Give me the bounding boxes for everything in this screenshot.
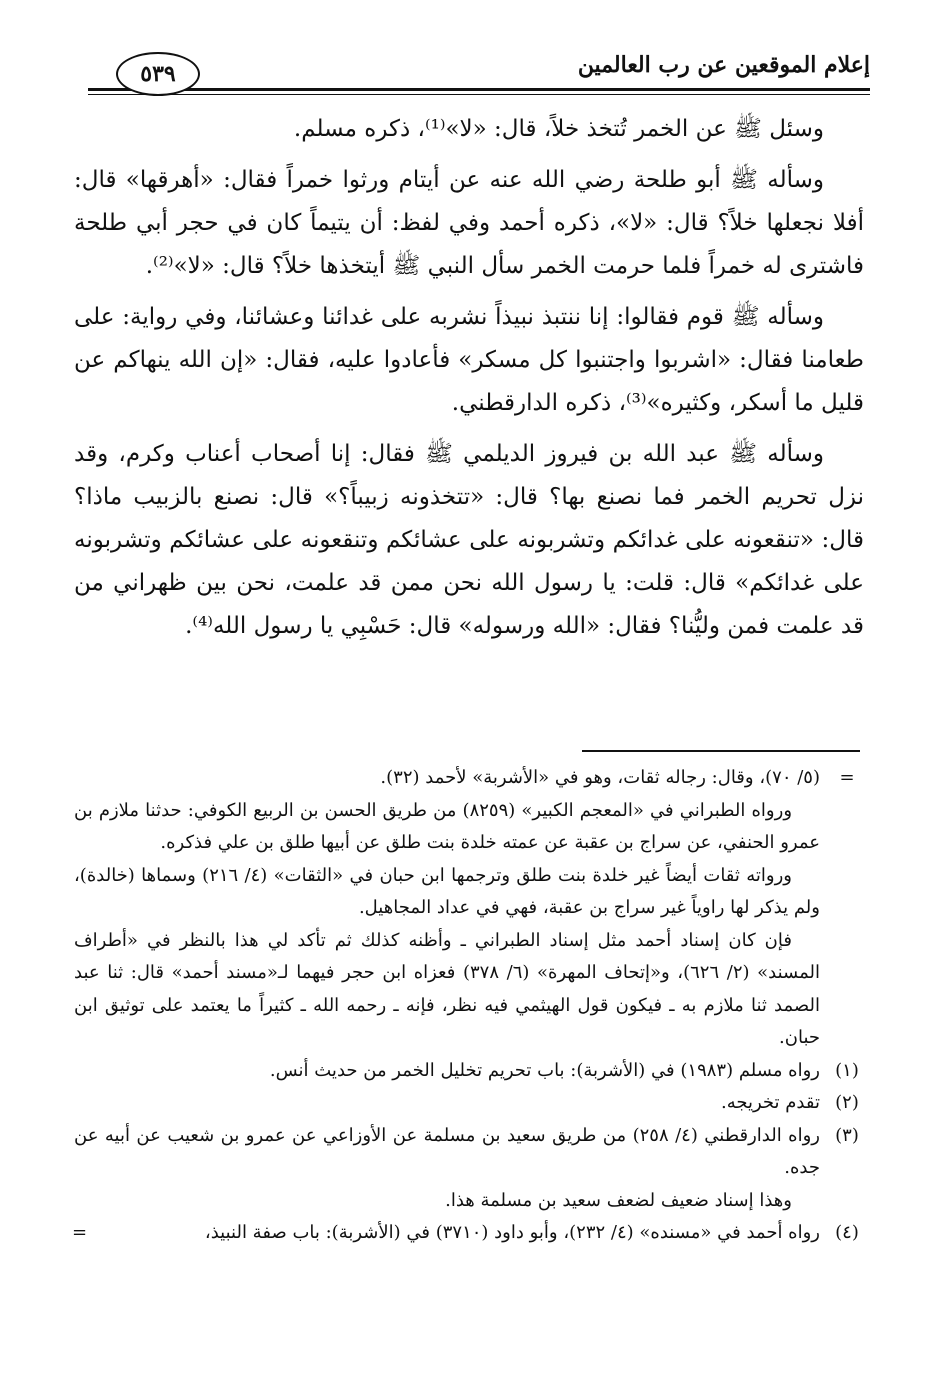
footnote-text: رواه الدارقطني (٤/ ٢٥٨) من طريق سعيد بن مسلمة عن الأوزاعي عن عمرو بن شعيب عن أبيه عن جده. [74,1124,820,1178]
paragraph-2: وسأله ﷺ أبو طلحة رضي الله عنه عن أيتام ورثوا خمراً فقال: «أهرقها» قال: أفلا نجعلها خلاً؟ قال: «لا»، ذكره أحمد وفي لفظ: أن يتيماً كان في حجر أبي طلحة فاشترى له خمراً فلما حرمت الخمر سأل النبي ﷺ أيتخذها خلاً؟ قال: «لا»⁽²⁾. [74,167,864,279]
footnote-2 [74,1087,864,1120]
footnote-marker: (٣) [835,1124,859,1146]
continuation-marker: = [72,1222,88,1243]
footnote-marker: (٢) [835,1092,859,1113]
footnote-text: فإن كان إسناد أحمد مثل إسناد الطبراني ـ وأظنه كذلك ثم تأكد لي هذا بالنظر في «أطراف المسند» (٢/ ٦٢٦)، و«إتحاف المهرة» (٦/ ٣٧٨) فعزاه ابن حجر فيهما لـ«مسند أحمد» قال: ثنا عبد الصمد ثنا ملازم به ـ فيكون قول الهيثمي فيه نظر، فإنه ـ رحمه الله ـ كثيراً ما يعتمد على توثيق ابن حبان. [74,929,820,1048]
footnote-4 [74,1217,864,1250]
footnote-text: ورواته ثقات أيضاً غير خلدة بنت طلق وترجمها ابن حبان في «الثقات» (٤/ ٢١٦) وسماها (خالدة)، ولم يذكر لها راوياً غير سراج بن عقبة، فهي في عداد المجاهيل. [74,864,820,918]
footnote-continued [74,762,864,1055]
footnote-text: ورواه الطبراني في «المعجم الكبير» (٨٢٥٩) من طريق الحسن بن الربيع الكوفي: حدثنا ملازم بن عمرو الحنفي، عن سراج بن عقبة عن عمته خلدة بنت طلق عن أبيها طلق بن علي فذكره. [74,799,820,853]
footnote-3 [74,1120,864,1218]
footnote-separator [582,750,860,752]
paragraph-3: وسأله ﷺ قوم فقالوا: إنا ننتبذ نبيذاً نشربه على غدائنا وعشائنا، وفي رواية: على طعامنا فقال: «اشربوا واجتنبوا كل مسكر» فأعادوا عليه، فقال: «إن الله ينهاكم عن قليل ما أسكر، وكثيره»⁽³⁾، ذكره الدارقطني. [74,304,864,416]
continuation-marker: = [839,767,855,788]
footnote-marker: (٤) [835,1222,859,1243]
footnote-text: رواه مسلم (١٩٨٣) في (الأشربة): باب تحريم تخليل الخمر من حديث أنس. [269,1059,820,1081]
footnotes [74,762,864,1250]
paragraph-4: وسأله ﷺ عبد الله بن فيروز الديلمي ﷺ فقال: إنا أصحاب أعناب وكرم، وقد نزل تحريم الخمر فما نصنع بها؟ قال: «تتخذونه زبيباً؟» قال: نصنع بالزبيب ماذا؟ قال: «تنقعونه على غدائكم وتشربونه على عشائكم وتنقعونه على عشائكم وتشربونه على غدائكم» قال: قلت: يا رسول الله نحن ممن قد علمت، نحن بين ظهراني من قد علمت فمن وليُّنا؟ فقال: «الله ورسوله» قال: حَسْبِي يا رسول الله⁽⁴⁾. [74,441,864,639]
footnote-text: رواه أحمد في «مسنده» (٤/ ٢٣٢)، وأبو داود (٣٧١٠) في (الأشربة): باب صفة النبيذ، [204,1222,820,1243]
footnote-marker: (١) [835,1059,859,1081]
footnote-text: تقدم تخريجه. [721,1092,820,1113]
header-rule-thin [88,94,870,95]
page-header [88,40,870,100]
header-rule [88,88,870,91]
footnote-text: (٥/ ٧٠)، وقال: رجاله ثقات، وهو في «الأشربة» لأحمد (٣٢). [380,767,820,788]
page-number: ٥٣٩ [116,52,200,96]
footnote-1 [74,1055,864,1088]
main-text [74,108,864,656]
footnote-text: وهذا إسناد ضعيف لضعف سعيد بن مسلمة هذا. [445,1189,792,1211]
book-title: إعلام الموقعين عن رب العالمين [577,52,870,78]
paragraph-1: وسئل ﷺ عن الخمر تُتخذ خلاً، قال: «لا»⁽¹⁾، ذكره مسلم. [293,116,824,142]
